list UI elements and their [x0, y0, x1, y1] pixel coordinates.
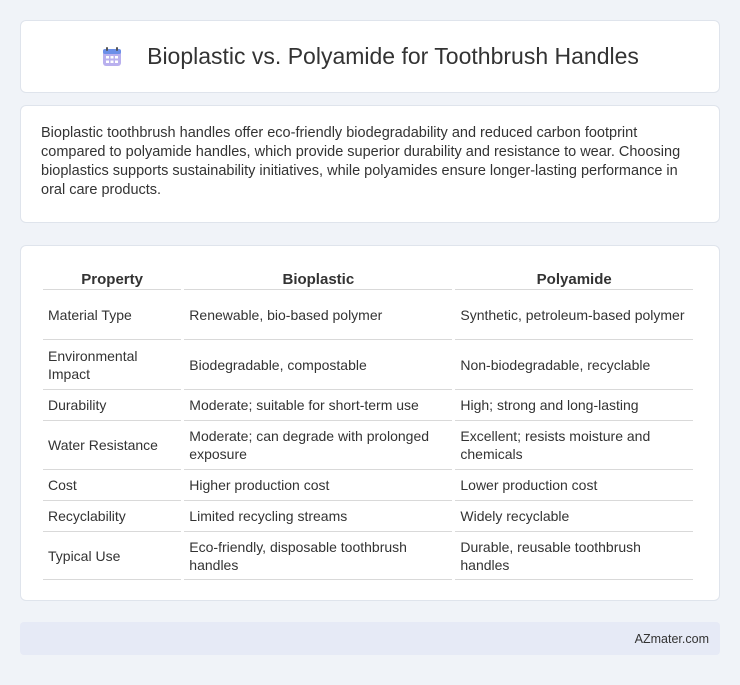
polyamide-cell: Non-biodegradable, recyclable [455, 339, 693, 389]
polyamide-cell: High; strong and long-lasting [455, 389, 693, 420]
bioplastic-cell: Higher production cost [184, 469, 452, 500]
comparison-table [40, 266, 696, 580]
table-row [43, 531, 693, 580]
bioplastic-cell: Moderate; suitable for short-term use [184, 389, 452, 420]
polyamide-cell: Lower production cost [455, 469, 693, 500]
table-header-row [43, 266, 693, 289]
polyamide-cell: Durable, reusable toothbrush handles [455, 531, 693, 580]
property-cell: Material Type [43, 289, 181, 339]
page-title: Bioplastic vs. Polyamide for Toothbrush Handles [147, 43, 639, 69]
polyamide-cell: Excellent; resists moisture and chemicals [455, 420, 693, 469]
header-bioplastic: Bioplastic [282, 270, 355, 288]
table-row [43, 389, 693, 420]
header-polyamide: Polyamide [536, 270, 612, 288]
summary-card [20, 105, 720, 223]
polyamide-cell: Widely recyclable [455, 500, 693, 531]
property-cell: Water Resistance [43, 420, 181, 469]
calendar-icon [101, 46, 123, 68]
property-cell: Environmental Impact [43, 339, 181, 389]
footer-bar [20, 622, 720, 655]
table-row [43, 500, 693, 531]
bioplastic-cell: Biodegradable, compostable [184, 339, 452, 389]
table-row [43, 420, 693, 469]
footer-brand: AZmater.com [634, 631, 709, 646]
summary-text: Bioplastic toothbrush handles offer eco-friendly biodegradability and reduced carbon footprint compared to polyamide handles, which provide superior durability and resistance to wear. Choosing bioplastics supports sustainability initiatives, while polyamides ensure longer-lasting performance in oral care products. [41, 125, 681, 198]
polyamide-cell: Synthetic, petroleum-based polymer [455, 289, 693, 339]
table-row [43, 289, 693, 339]
property-cell: Typical Use [43, 531, 181, 580]
bioplastic-cell: Moderate; can degrade with prolonged exposure [184, 420, 452, 469]
bioplastic-cell: Eco-friendly, disposable toothbrush handles [184, 531, 452, 580]
header-card [20, 20, 720, 93]
table-row [43, 469, 693, 500]
header-property: Property [81, 270, 143, 288]
comparison-table-card [20, 245, 720, 601]
property-cell: Cost [43, 469, 181, 500]
bioplastic-cell: Renewable, bio-based polymer [184, 289, 452, 339]
table-row [43, 339, 693, 389]
bioplastic-cell: Limited recycling streams [184, 500, 452, 531]
property-cell: Recyclability [43, 500, 181, 531]
property-cell: Durability [43, 389, 181, 420]
